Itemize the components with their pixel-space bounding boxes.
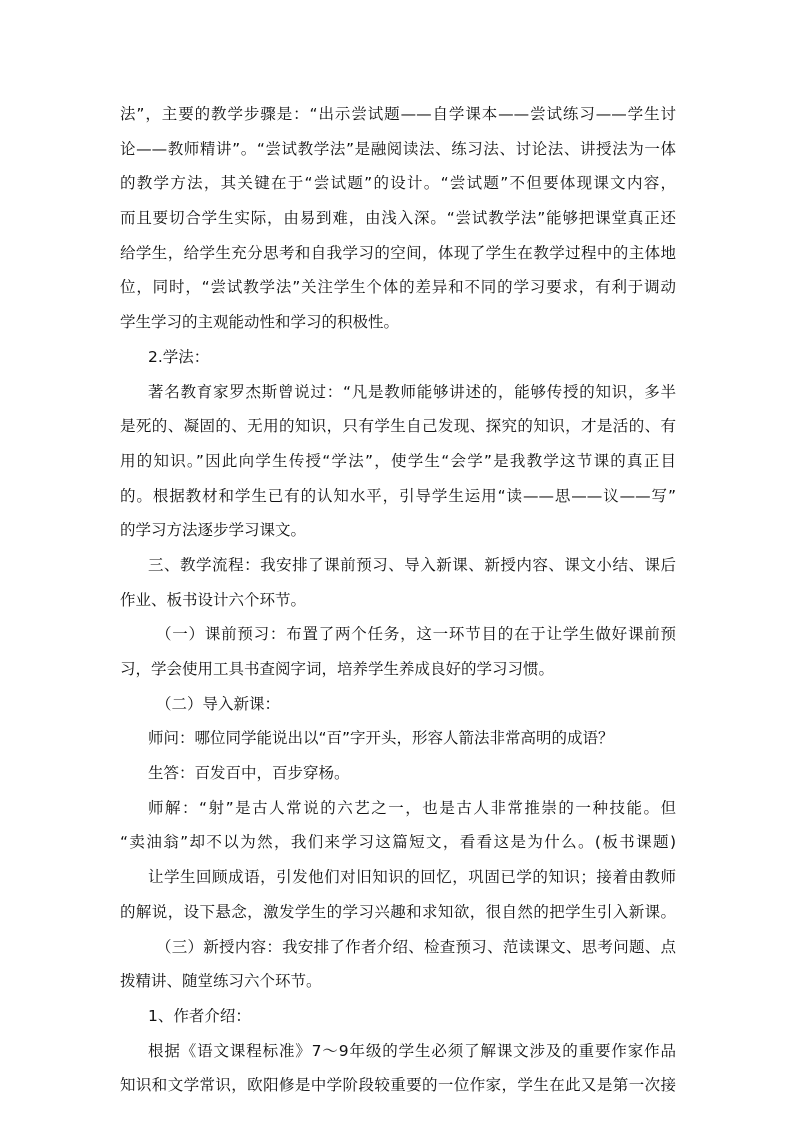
text-line: 根据《语文课程标准》7～9年级的学生必须了解课文涉及的重要作家作品 bbox=[148, 1041, 676, 1060]
text-line: 的解说，设下悬念，激发学生的学习兴趣和求知欲，很自然的把学生引入新课。 bbox=[120, 902, 676, 921]
text-line: 的学习方法逐步学习课文。 bbox=[120, 521, 307, 540]
text-line: 给学生，给学生充分思考和自我学习的空间，体现了学生在教学过程中的主体地 bbox=[120, 243, 676, 262]
text-line: （一）课前预习：布置了两个任务，这一环节目的在于让学生做好课前预 bbox=[156, 625, 676, 644]
section-heading: （二）导入新课： bbox=[156, 694, 281, 713]
text-line: 是死的、凝固的、无用的知识，只有学生自己发现、探究的知识，才是活的、有 bbox=[120, 417, 676, 436]
text-line: 学生学习的主观能动性和学习的积极性。 bbox=[120, 313, 400, 332]
text-line: 著名教育家罗杰斯曾说过：“凡是教师能够讲述的，能够传授的知识，多半 bbox=[148, 382, 676, 401]
text-line: 论——教师精讲”。“尝试教学法”是融阅读法、练习法、讨论法、讲授法为一体 bbox=[120, 139, 676, 158]
text-line: 让学生回顾成语，引发他们对旧知识的回忆，巩固已学的知识；接着由教师 bbox=[148, 868, 676, 887]
text-line: 的。根据教材和学生已有的认知水平，引导学生运用“读——思——议——写” bbox=[120, 486, 676, 505]
text-line: 习，学会使用工具书查阅字词，培养学生养成良好的学习习惯。 bbox=[120, 660, 555, 678]
text-line: 作业、板书设计六个环节。 bbox=[120, 590, 307, 609]
text-line: “卖油翁”却不以为然，我们来学习这篇短文，看看这是为什么。(板书课题) bbox=[120, 833, 676, 852]
text-line: 位，同时，“尝试教学法”关注学生个体的差异和不同的学习要求，有利于调动 bbox=[120, 278, 676, 297]
body-text bbox=[120, 97, 676, 1103]
text-line: 法”，主要的教学步骤是：“出示尝试题——自学课本——尝试练习——学生讨 bbox=[120, 105, 676, 123]
section-heading: 三、教学流程：我安排了课前预习、导入新课、新授内容、课文小结、课后 bbox=[148, 555, 676, 574]
section-heading: 1、作者介绍： bbox=[148, 1006, 251, 1025]
text-line: 知识和文学常识，欧阳修是中学阶段较重要的一位作家，学生在此又是第一次接 bbox=[120, 1076, 676, 1095]
section-heading: 2.学法： bbox=[148, 347, 210, 366]
text-line: 生答：百发百中，百步穿杨。 bbox=[148, 764, 350, 783]
text-line: 师问：哪位同学能说出以“百”字开头，形容人箭法非常高明的成语？ bbox=[148, 729, 614, 748]
text-line: 用的知识。”因此向学生传授“学法”，使学生“会学”是我教学这节课的真正目 bbox=[120, 451, 676, 470]
text-line: 的教学方法，其关键在于“尝试题”的设计。“尝试题”不但要体现课文内容， bbox=[120, 174, 676, 193]
text-line: 而且要切合学生实际，由易到难，由浅入深。“尝试教学法”能够把课堂真正还 bbox=[120, 209, 676, 228]
text-line: 拨精讲、随堂练习六个环节。 bbox=[120, 972, 322, 991]
section-heading: （三）新授内容：我安排了作者介绍、检查预习、范读课文、思考问题、点 bbox=[156, 937, 676, 956]
text-line: 师解：“射”是古人常说的六艺之一，也是古人非常推崇的一种技能。但 bbox=[148, 798, 676, 817]
